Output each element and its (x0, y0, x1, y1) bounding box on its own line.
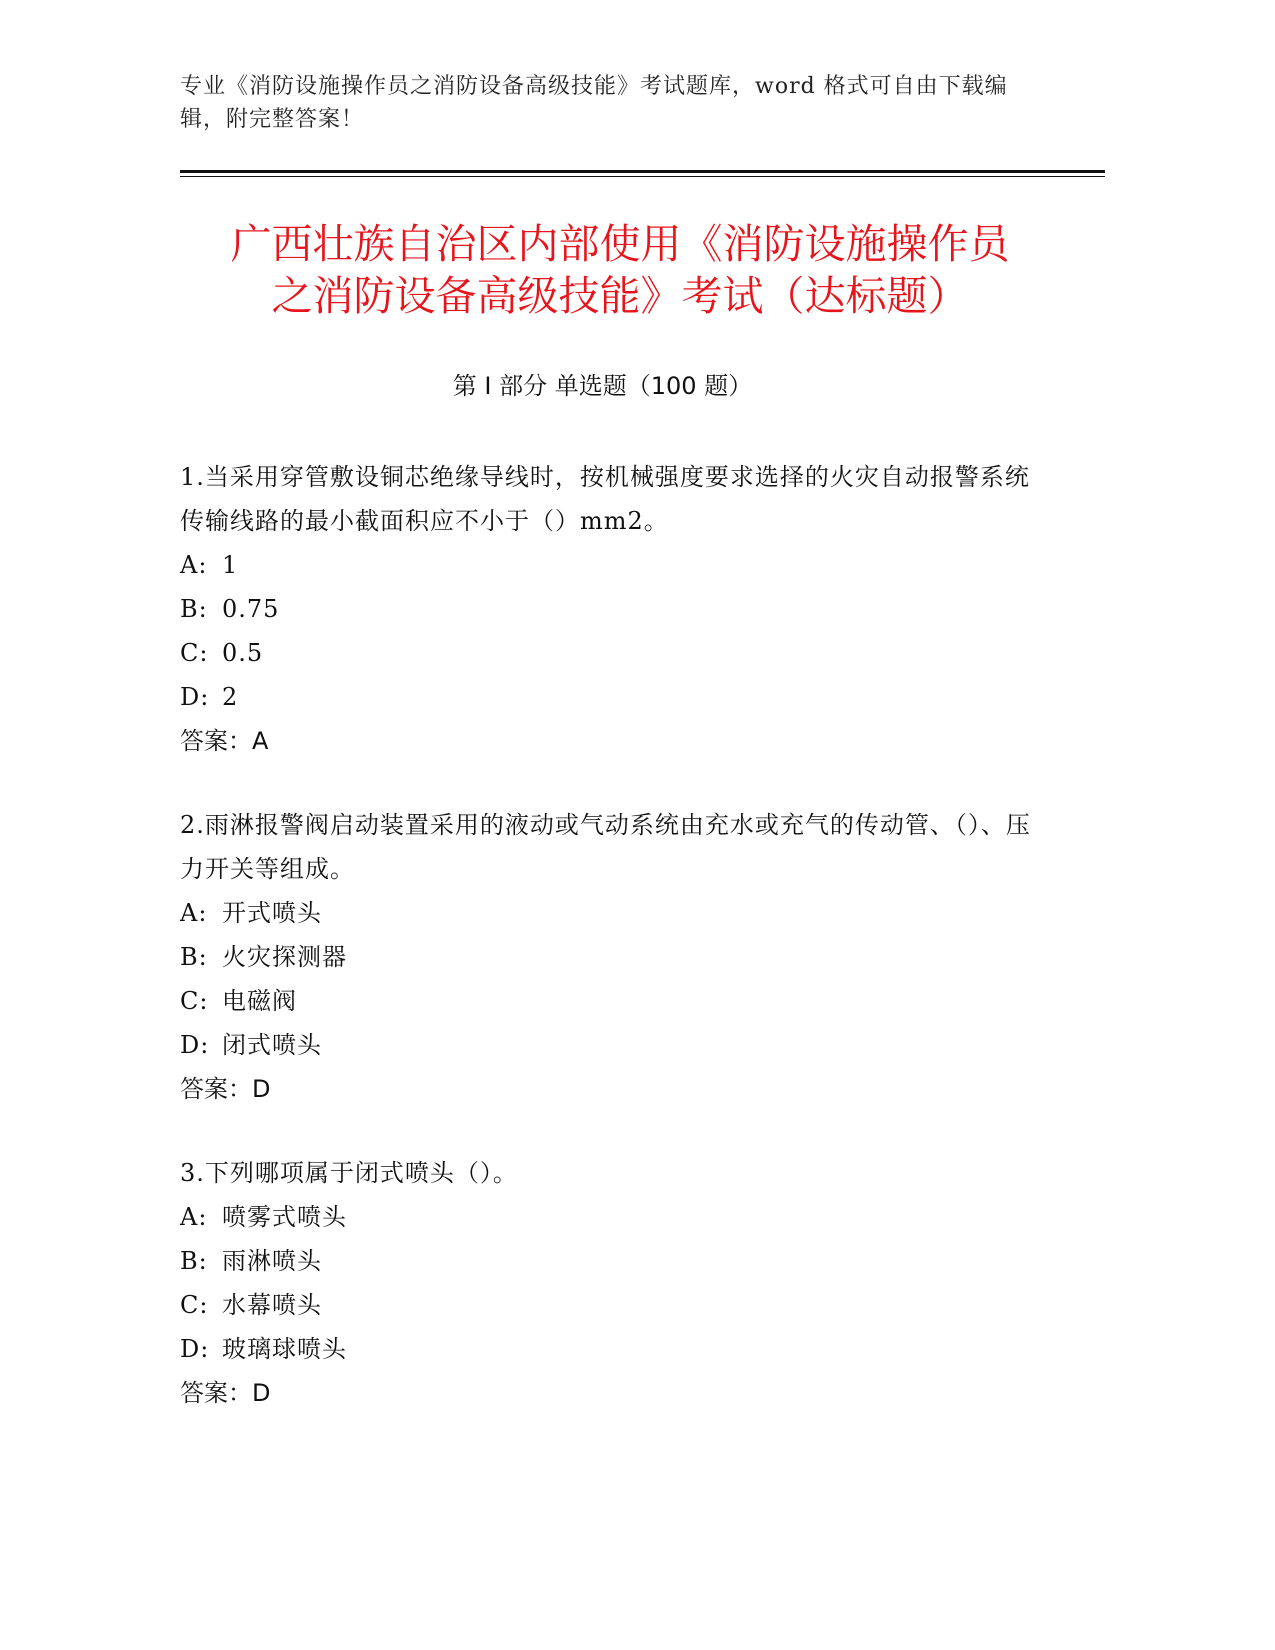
title-line-1: 广西壮族自治区内部使用《消防设施操作员 (230, 220, 1010, 268)
answer: 答案：A (180, 727, 269, 755)
option-a (180, 1195, 1040, 1239)
option-text: 水幕喷头 (222, 1291, 322, 1319)
option-text: 喷雾式喷头 (222, 1203, 347, 1231)
section-heading: 第 I 部分 单选题（100 题） (452, 372, 753, 400)
document-title (140, 218, 1100, 322)
option-a (180, 543, 1040, 587)
header-rule-thick (180, 170, 1105, 173)
option-letter: D: (180, 1335, 210, 1363)
option-text: 1 (222, 551, 239, 579)
header-note: 专业《消防设施操作员之消防设备高级技能》考试题库，word 格式可自由下载编辑，附完整答案！ (180, 74, 1008, 132)
option-letter: C: (180, 1291, 209, 1319)
option-b (180, 587, 1040, 631)
question-2 (180, 803, 1040, 1111)
option-letter: B: (180, 1247, 208, 1275)
option-letter: A: (180, 1203, 208, 1231)
option-letter: B: (180, 943, 208, 971)
title-line-2: 之消防设备高级技能》考试（达标题） (271, 272, 969, 320)
option-d (180, 1327, 1040, 1371)
header-rule-thin (180, 176, 1105, 177)
option-letter: A: (180, 551, 208, 579)
answer: 答案：D (180, 1075, 271, 1103)
option-d (180, 1023, 1040, 1067)
option-text: 0.75 (222, 595, 280, 623)
option-d (180, 675, 1040, 719)
option-b (180, 935, 1040, 979)
option-text: 闭式喷头 (222, 1031, 322, 1059)
option-text: 电磁阀 (222, 987, 297, 1015)
question-stem: 2.雨淋报警阀启动装置采用的液动或气动系统由充水或充气的传动管、（）、压力开关等组成。 (180, 811, 1031, 883)
option-a (180, 891, 1040, 935)
option-letter: A: (180, 899, 208, 927)
question-stem: 1.当采用穿管敷设铜芯绝缘导线时，按机械强度要求选择的火灾自动报警系统传输线路的最小截面积应不小于（）mm2。 (180, 463, 1030, 535)
question-1 (180, 455, 1040, 763)
option-letter: C: (180, 639, 209, 667)
answer: 答案：D (180, 1379, 271, 1407)
option-letter: C: (180, 987, 209, 1015)
question-stem: 3.下列哪项属于闭式喷头（）。 (180, 1159, 518, 1187)
option-c (180, 1283, 1040, 1327)
option-text: 火灾探测器 (222, 943, 347, 971)
option-text: 2 (222, 683, 239, 711)
option-letter: D: (180, 683, 210, 711)
question-3 (180, 1151, 1040, 1415)
option-c (180, 631, 1040, 675)
option-b (180, 1239, 1040, 1283)
option-text: 玻璃球喷头 (222, 1335, 347, 1363)
option-letter: D: (180, 1031, 210, 1059)
option-text: 雨淋喷头 (222, 1247, 322, 1275)
option-text: 开式喷头 (222, 899, 322, 927)
option-letter: B: (180, 595, 208, 623)
option-text: 0.5 (222, 639, 264, 667)
option-c (180, 979, 1040, 1023)
